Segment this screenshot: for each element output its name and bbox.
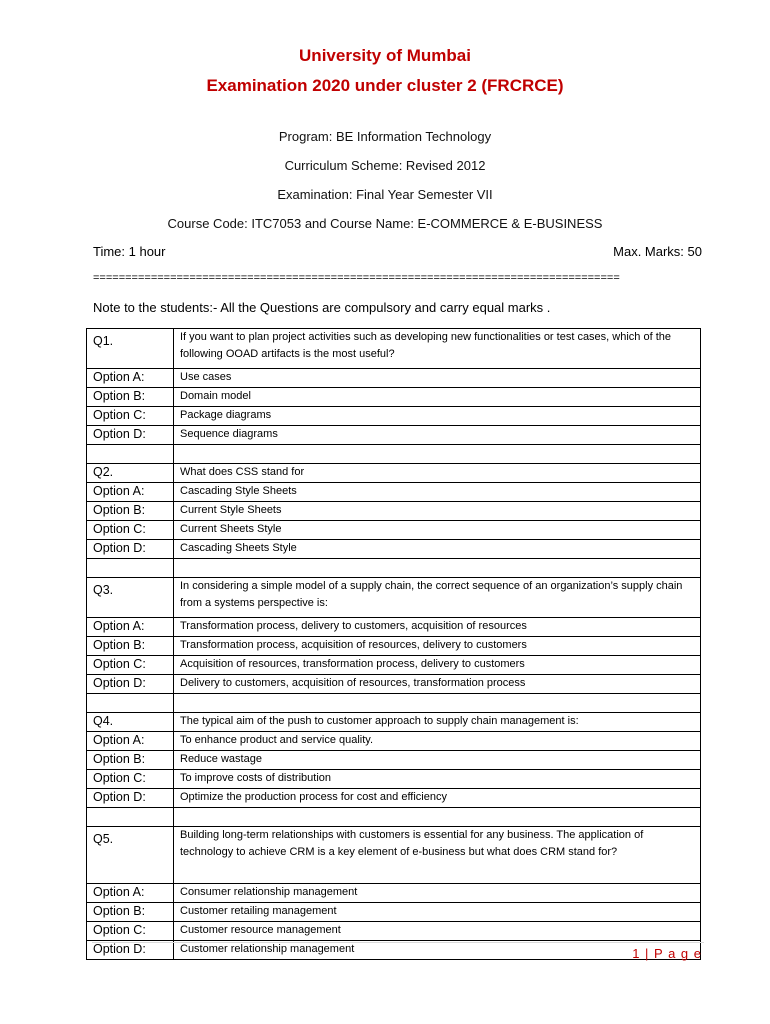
exam-title: Examination 2020 under cluster 2 (FRCRCE) [206, 76, 564, 95]
option-row [87, 388, 701, 407]
option-text: Current Style Sheets [174, 502, 701, 521]
footer-divider [92, 942, 704, 943]
curriculum-line: Curriculum Scheme: Revised 2012 [284, 158, 486, 173]
option-text: Package diagrams [174, 407, 701, 426]
question-label: Q5. [87, 827, 174, 884]
option-row [87, 540, 701, 559]
option-row [87, 502, 701, 521]
option-text: Customer resource management [174, 922, 701, 941]
option-row [87, 656, 701, 675]
spacer-row [87, 694, 701, 713]
max-marks-label: Max. Marks: 50 [613, 244, 702, 259]
option-label: Option B: [87, 751, 174, 770]
option-row [87, 521, 701, 540]
option-row [87, 884, 701, 903]
option-text: Sequence diagrams [174, 426, 701, 445]
spacer-row [87, 445, 701, 464]
option-text: Delivery to customers, acquisition of resources, transformation process [174, 675, 701, 694]
question-row-q1 [87, 329, 701, 369]
option-text: Use cases [174, 369, 701, 388]
option-label: Option A: [87, 884, 174, 903]
option-row [87, 941, 701, 960]
option-label: Option A: [87, 369, 174, 388]
option-row [87, 637, 701, 656]
option-text: Domain model [174, 388, 701, 407]
option-row [87, 483, 701, 502]
spacer-row [87, 808, 701, 827]
question-label: Q3. [87, 578, 174, 618]
option-label: Option B: [87, 502, 174, 521]
option-text: Transformation process, acquisition of resources, delivery to customers [174, 637, 701, 656]
option-label: Option B: [87, 903, 174, 922]
option-text: Transformation process, delivery to customers, acquisition of resources [174, 618, 701, 637]
option-label: Option A: [87, 483, 174, 502]
page-number: 1 | P a g e [632, 946, 702, 961]
option-text: Consumer relationship management [174, 884, 701, 903]
option-text: Reduce wastage [174, 751, 701, 770]
question-text: What does CSS stand for [174, 464, 701, 483]
question-label: Q4. [87, 713, 174, 732]
option-label: Option A: [87, 618, 174, 637]
spacer-row [87, 559, 701, 578]
question-label: Q1. [87, 329, 174, 369]
question-text: If you want to plan project activities such as developing new functionalities or test cases, which of the following OOAD artifacts is the most useful? [174, 329, 701, 369]
question-text: Building long-term relationships with customers is essential for any business. The application of technology to achieve CRM is a key element of e-business but what does CRM stand for? [174, 827, 701, 884]
option-label: Option D: [87, 941, 174, 960]
question-text: In considering a simple model of a supply chain, the correct sequence of an organization’s supply chain from a systems perspective is: [174, 578, 701, 618]
option-text: Acquisition of resources, transformation process, delivery to customers [174, 656, 701, 675]
university-title: University of Mumbai [299, 46, 471, 65]
option-label: Option B: [87, 388, 174, 407]
option-row [87, 407, 701, 426]
option-label: Option D: [87, 540, 174, 559]
option-text: Current Sheets Style [174, 521, 701, 540]
option-label: Option A: [87, 732, 174, 751]
question-text: The typical aim of the push to customer approach to supply chain management is: [174, 713, 701, 732]
course-line: Course Code: ITC7053 and Course Name: E-COMMERCE & E-BUSINESS [167, 216, 603, 231]
option-label: Option C: [87, 770, 174, 789]
option-label: Option C: [87, 656, 174, 675]
option-row [87, 675, 701, 694]
questions-table [86, 328, 701, 960]
question-label: Q2. [87, 464, 174, 483]
separator-line: ================================================================================== [93, 272, 620, 284]
program-line: Program: BE Information Technology [278, 129, 492, 144]
option-label: Option B: [87, 637, 174, 656]
question-row-q5 [87, 827, 701, 884]
option-row [87, 426, 701, 445]
option-label: Option C: [87, 407, 174, 426]
option-text: Optimize the production process for cost and efficiency [174, 789, 701, 808]
option-text: To improve costs of distribution [174, 770, 701, 789]
examination-line: Examination: Final Year Semester VII [277, 187, 493, 202]
option-label: Option D: [87, 789, 174, 808]
option-text: Customer relationship management [174, 941, 701, 960]
option-row [87, 732, 701, 751]
option-row [87, 618, 701, 637]
option-row [87, 903, 701, 922]
option-text: To enhance product and service quality. [174, 732, 701, 751]
option-text: Cascading Style Sheets [174, 483, 701, 502]
students-note: Note to the students:- All the Questions are compulsory and carry equal marks . [93, 300, 551, 315]
option-row [87, 922, 701, 941]
option-row [87, 770, 701, 789]
option-row [87, 369, 701, 388]
question-row-q4 [87, 713, 701, 732]
option-label: Option D: [87, 426, 174, 445]
option-label: Option C: [87, 521, 174, 540]
option-text: Cascading Sheets Style [174, 540, 701, 559]
question-row-q2 [87, 464, 701, 483]
question-row-q3 [87, 578, 701, 618]
option-row [87, 751, 701, 770]
option-label: Option C: [87, 922, 174, 941]
option-row [87, 789, 701, 808]
option-text: Customer retailing management [174, 903, 701, 922]
option-label: Option D: [87, 675, 174, 694]
time-label: Time: 1 hour [93, 244, 166, 259]
